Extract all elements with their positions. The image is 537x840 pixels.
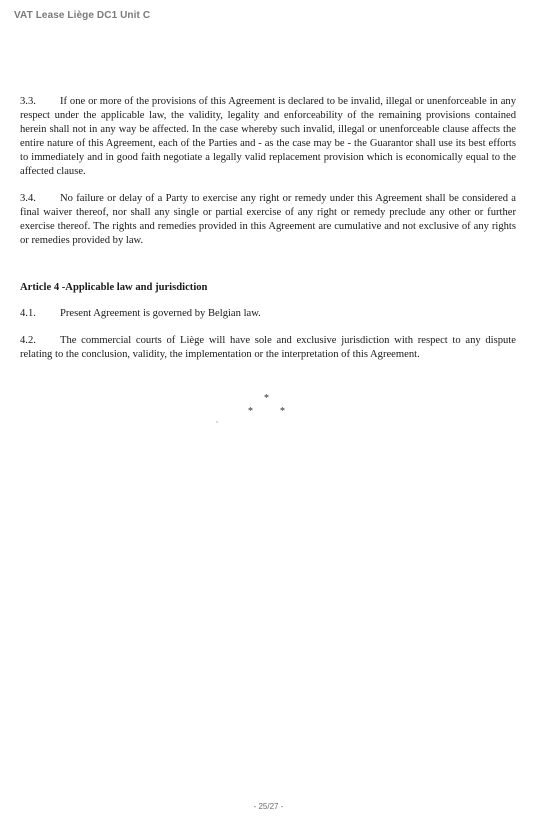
asterisk-left: * — [248, 406, 253, 417]
document-header: VAT Lease Liège DC1 Unit C — [14, 10, 151, 21]
clause-4-2 — [20, 334, 516, 362]
clause-number: 3.3. — [20, 96, 36, 107]
end-of-text-asterisks — [0, 393, 537, 423]
clause-text: The commercial courts of Liège will have sole and exclusive jurisdiction with respect to any dispute relating to the conclusion, validity, the implementation or the interpretation of this Agreement. — [20, 335, 516, 360]
scan-speck — [216, 421, 218, 423]
clause-4-1 — [20, 307, 516, 321]
clause-text: If one or more of the provisions of this Agreement is declared to be invalid, illegal or unenforceable in any respect under the applicable law, the validity, legality and enforceability of the remaining provisions contained herein shall not in any way be affected. In the case whereby such invalid, illegal or unenforceable clause affects the entire nature of this Agreement, each of the Parties and - as the case may be - the Guarantor shall use its best efforts to immediately and in good faith negotiate a legally valid replacement provision which is economically equal to the affected clause. — [20, 96, 516, 177]
clause-3-4 — [20, 192, 516, 248]
clause-number: 4.1. — [20, 308, 36, 319]
clause-3-3 — [20, 95, 516, 179]
clause-text: Present Agreement is governed by Belgian law. — [60, 308, 261, 319]
page-number: - 25/27 - — [253, 802, 284, 811]
asterisk-right: * — [280, 406, 285, 417]
document-body — [20, 95, 516, 362]
asterisk-top: * — [264, 393, 269, 404]
article-4-heading: Article 4 -Applicable law and jurisdiction — [20, 282, 208, 293]
clause-text: No failure or delay of a Party to exercise any right or remedy under this Agreement shall be considered a final waiver thereof, nor shall any single or partial exercise of any right or remedy preclude any other or further exercise thereof. The rights and remedies provided in this Agreement are cumulative and not exclusive of any rights or remedies provided by law. — [20, 193, 516, 246]
clause-number: 4.2. — [20, 335, 36, 346]
clause-number: 3.4. — [20, 193, 36, 204]
